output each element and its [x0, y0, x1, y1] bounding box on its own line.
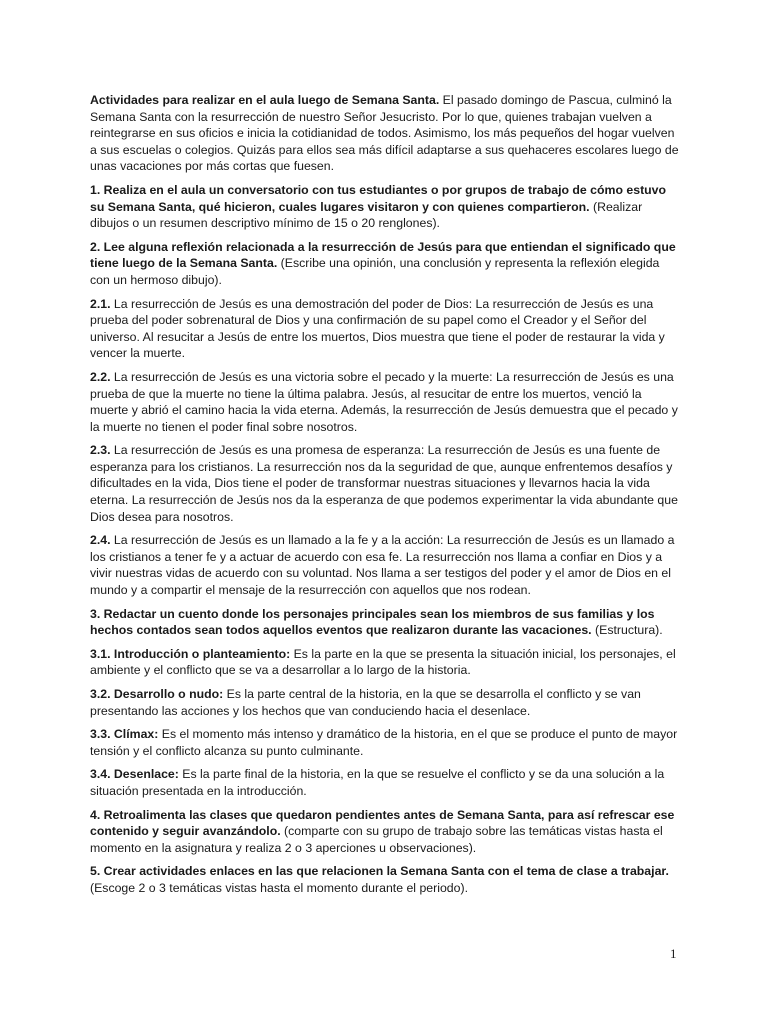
activity-3-paragraph [90, 606, 680, 639]
item-3-4-paragraph [90, 766, 680, 799]
paragraph-bold-lead: 5. Crear actividades enlaces en las que relacionen la Semana Santa con el tema de clase a trabajar. [90, 864, 669, 879]
paragraph-text: La resurrección de Jesús es un llamado a la fe y a la acción: La resurrección de Jesús es un llamado a los cristianos a tener fe y a actuar de acuerdo con esa fe. La resurrección nos llama a confiar en Dios y a vivir nuestras vidas de acuerdo con su voluntad. Nos llama a ser testigos del poder y el amor de Dios en el mundo y a compartir el mensaje de la resurrección con aquellos que nos rodean. [90, 533, 675, 598]
item-3-1-paragraph [90, 646, 680, 679]
paragraph-text: (Realizar dibujos o un resumen descriptivo mínimo de 15 o 20 renglones). [90, 199, 643, 231]
paragraph-bold-lead: 3.4. Desenlace: [90, 767, 179, 782]
paragraph-text: (Escribe una opinión, una conclusión y representa la reflexión elegida con un hermoso dibujo). [90, 256, 660, 287]
paragraph-text: La resurrección de Jesús es una demostración del poder de Dios: La resurrección de Jesús es una prueba del poder sobrenatural de Dios y una confirmación de su papel como el Creador y el Señor del universo. Al resucitar a Jesús de entre los muertos, Dios muestra que tiene el poder de restaurar la vida y vencer la muerte. [90, 296, 665, 361]
paragraph-text: (Estructura). [591, 623, 663, 638]
paragraph-text: La resurrección de Jesús es una victoria sobre el pecado y la muerte: La resurrección de Jesús es una prueba de que la muerte no tiene la última palabra. Jesús, al resucitar de entre los muertos, venció la muerte y abrió el camino hacia la vida eterna. Además, la resurrección de Jesús demuestra que el pecado y la muerte no tienen el poder final sobre nosotros. [90, 369, 678, 434]
paragraph-bold-lead: 2. Lee alguna reflexión relacionada a la resurrección de Jesús para que entiendan el significado que tiene luego de la Semana Santa. [90, 239, 676, 271]
item-2-4-paragraph [90, 532, 680, 598]
paragraph-bold-lead: 1. Realiza en el aula un conversatorio con tus estudiantes o por grupos de trabajo de cómo estuvo su Semana Santa, qué hicieron, cuales lugares visitaron y con quienes compartieron. [90, 182, 667, 214]
paragraph-text: Es la parte final de la historia, en la que se resuelve el conflicto y se da una solución a la situación presentada en la introducción. [90, 767, 665, 798]
activity-2-paragraph [90, 239, 680, 289]
paragraph-bold-lead: 3.3. Clímax: [90, 727, 159, 742]
paragraph-bold-lead: 2.3. [90, 443, 111, 458]
paragraph-text: Es el momento más intenso y dramático de la historia, en el que se produce el punto de mayor tensión y el conflicto alcanza su punto culminante. [90, 727, 678, 758]
paragraph-bold-lead: 2.2. [90, 369, 111, 384]
paragraph-text: Es la parte central de la historia, en la que se desarrolla el conflicto y se van presentando las acciones y los hechos que van conduciendo hacia el desenlace. [90, 687, 641, 718]
paragraph-text: La resurrección de Jesús es una promesa de esperanza: La resurrección de Jesús es una fuente de esperanza para los cristianos. La resurrección nos da la seguridad de que, aunque enfrentemos desafíos y dificultades en la vida, Dios tiene el poder de transformar nuestras situaciones y llevarnos hacia la vida eterna. La resurrección de Jesús nos da la esperanza de que podemos experimentar la vida abundante que Dios desea para nosotros. [90, 443, 678, 524]
item-2-2-paragraph [90, 369, 680, 435]
activity-1-paragraph [90, 182, 680, 232]
item-2-3-paragraph [90, 442, 680, 525]
page-number: 1 [670, 946, 677, 961]
paragraph-bold-lead: 3.2. Desarrollo o nudo: [90, 687, 224, 701]
item-2-1-paragraph [90, 296, 680, 362]
item-3-3-paragraph [90, 726, 680, 759]
paragraph-text: Es la parte en la que se presenta la situación inicial, los personajes, el ambiente y el conflicto que se va a desarrollar a lo largo de la historia. [90, 646, 676, 678]
activity-5-paragraph [90, 863, 680, 896]
item-3-2-paragraph [90, 686, 680, 719]
intro-paragraph [90, 92, 680, 175]
activity-4-paragraph [90, 807, 680, 857]
paragraph-bold-lead: 3.1. Introducción o planteamiento: [90, 646, 291, 661]
paragraph-bold-lead: Actividades para realizar en el aula luego de Semana Santa. [90, 93, 440, 107]
paragraph-bold-lead: 2.1. [90, 296, 111, 311]
paragraph-bold-lead: 4. Retroalimenta las clases que quedaron pendientes antes de Semana Santa, para así refrescar ese contenido y seguir avanzándolo. [90, 807, 675, 839]
paragraph-text: (Escoge 2 o 3 temáticas vistas hasta el momento durante el periodo). [90, 880, 468, 895]
paragraph-text: (comparte con su grupo de trabajo sobre las temáticas vistas hasta el momento en la asignatura y realiza 2 o 3 aperciones u observaciones). [90, 824, 663, 855]
paragraph-bold-lead: 3. Redactar un cuento donde los personajes principales sean los miembros de sus familias y los hechos contados sean todos aquellos eventos que realizaron durante las vacaciones. [90, 606, 655, 638]
paragraph-bold-lead: 2.4. [90, 533, 111, 548]
paragraph-text: El pasado domingo de Pascua, culminó la Semana Santa con la resurrección de nuestro Señor Jesucristo. Por lo que, quienes trabajan vuelven a reintegrarse en sus oficios e inicia la cotidianidad de todos. Asimismo, los más pequeños del hogar vuelven a sus escuelas o colegios. Quizás para ellos sea más difícil adaptarse a sus quehaceres escolares luego de unas vacaciones por más cortas que fuesen. [90, 93, 679, 174]
document-body [90, 92, 680, 904]
